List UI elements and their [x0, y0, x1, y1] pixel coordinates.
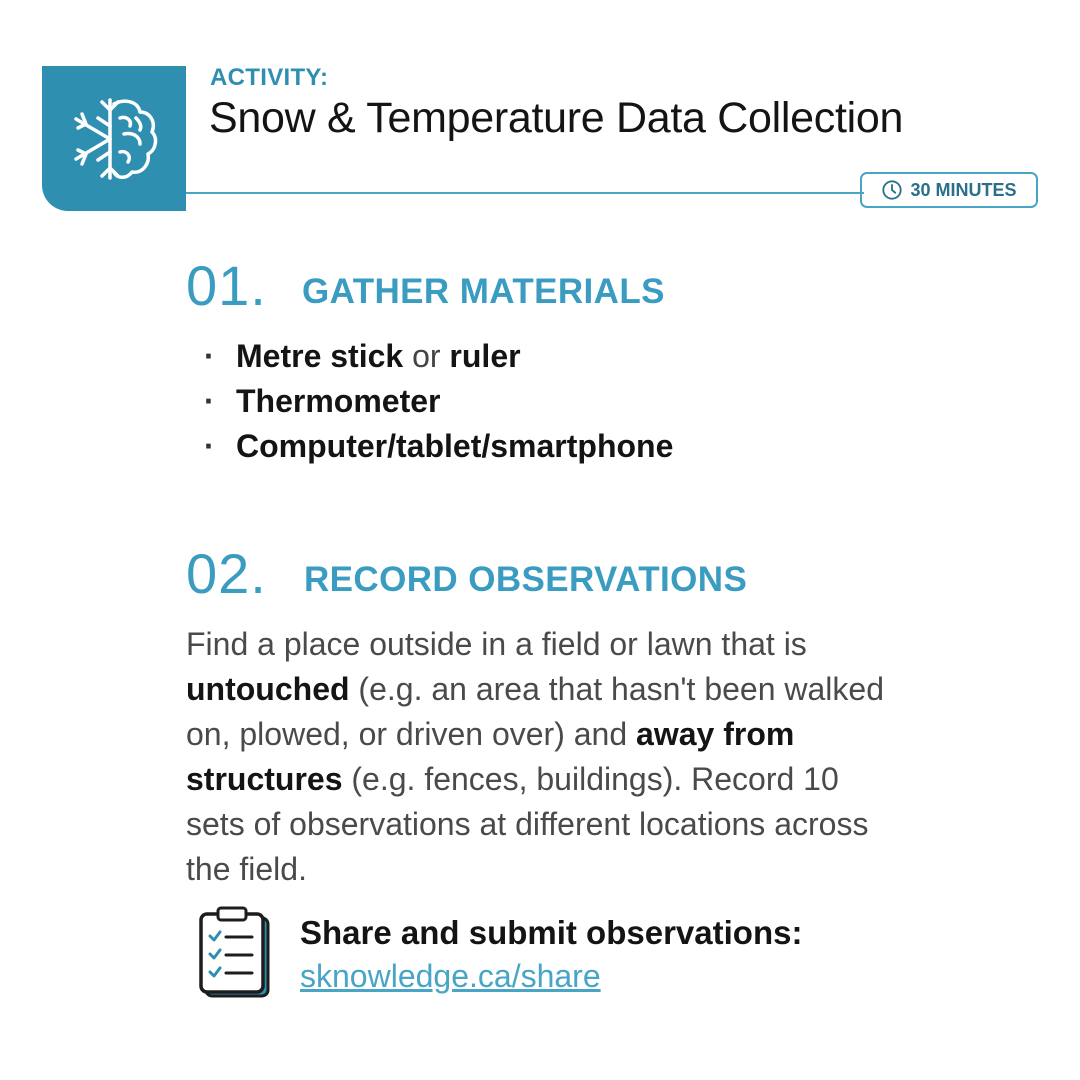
list-item [204, 379, 673, 424]
emphasis-untouched: untouched [186, 671, 350, 707]
clock-icon [881, 179, 903, 201]
instructions-paragraph [186, 622, 906, 892]
paragraph-text: (e.g. an area that hasn't been walked on, plowed, or driven over) and [186, 671, 884, 752]
share-link[interactable]: sknowledge.ca/share [300, 958, 601, 994]
bullet: · [204, 338, 215, 374]
bullet: · [204, 383, 215, 419]
step-title-1: GATHER MATERIALS [302, 272, 665, 311]
activity-icon-tile [42, 66, 186, 211]
activity-title: Snow & Temperature Data Collection [209, 94, 904, 142]
paragraph-text: Find a place outside in a field or lawn that is [186, 626, 807, 662]
emphasis-away-from-structures: away from structures [186, 716, 795, 797]
activity-label: ACTIVITY: [210, 64, 329, 91]
duration-badge [860, 172, 1038, 208]
header-divider [186, 192, 864, 194]
bullet: · [204, 428, 215, 464]
list-item [204, 334, 673, 379]
snowflake-brain-icon [64, 88, 164, 188]
material-name: Thermometer [236, 383, 441, 419]
list-item [204, 424, 673, 469]
materials-list [204, 334, 673, 469]
clipboard-checklist-icon [198, 904, 272, 998]
step-number-2: 02. [186, 542, 267, 605]
material-name: Metre stick [236, 338, 404, 374]
material-name: Computer/tablet/smartphone [236, 428, 674, 464]
material-name-alt: ruler [449, 338, 521, 374]
step-number-1: 01. [186, 254, 267, 317]
duration-text: 30 MINUTES [910, 179, 1017, 200]
share-heading: Share and submit observations: [300, 914, 803, 951]
material-connector: or [403, 338, 450, 374]
step-title-2: RECORD OBSERVATIONS [304, 560, 748, 599]
paragraph-text: (e.g. fences, buildings). Record 10 sets of observations at different locations across the field. [186, 761, 869, 887]
